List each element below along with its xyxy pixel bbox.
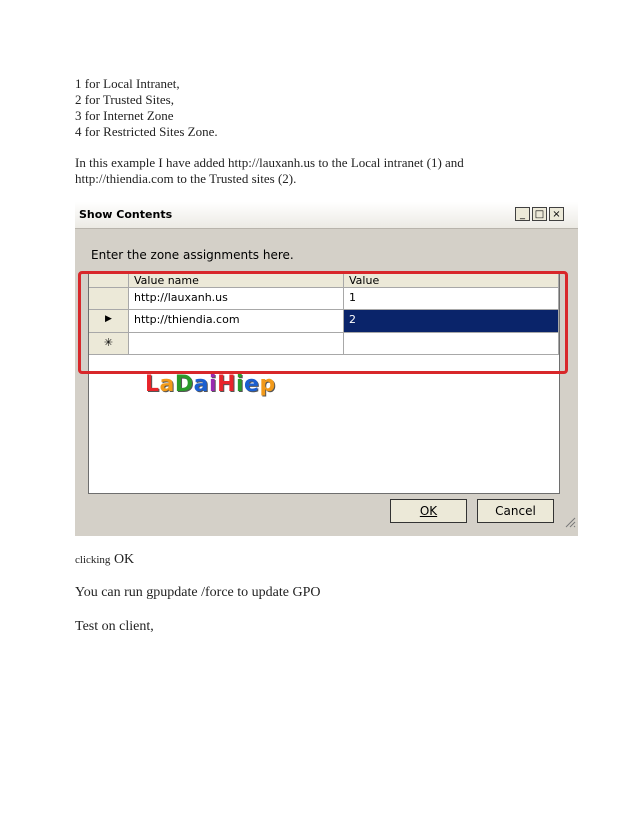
show-contents-screenshot [75, 202, 578, 536]
zone-line-4: 4 for Restricted Sites Zone. [75, 124, 218, 139]
value-name-cell[interactable]: http://thiendia.com [129, 310, 344, 333]
dialog-prompt: Enter the zone assignments here. [91, 248, 294, 262]
resize-grip-icon[interactable] [564, 516, 576, 528]
logo-letter: i [209, 372, 218, 397]
dialog-titlebar [75, 202, 578, 229]
gpupdate-line: You can run gpupdate /force to update GPO [75, 585, 321, 600]
ladaihiep-watermark-logo [145, 372, 276, 397]
cancel-button[interactable] [477, 499, 554, 523]
logo-letter: D [174, 372, 194, 397]
example-line-2: http://thiendia.com to the Trusted sites (2). [75, 171, 297, 186]
minimize-button[interactable]: _ [515, 207, 530, 221]
ok-label: OK [419, 504, 438, 518]
value-name-cell[interactable]: http://lauxanh.us [129, 288, 344, 310]
column-header-value[interactable]: Value [344, 274, 559, 288]
ok-button[interactable] [390, 499, 467, 523]
value-cell[interactable]: 1 [344, 288, 559, 310]
example-line-1: In this example I have added http://lauxanh.us to the Local intranet (1) and [75, 155, 464, 170]
cancel-label: Cancel [495, 504, 536, 518]
clicking-text: clicking [75, 554, 111, 566]
zone-line-2: 2 for Trusted Sites, [75, 92, 174, 107]
logo-letter: L [145, 372, 160, 397]
close-button[interactable]: × [549, 207, 564, 221]
clicking-ok-text: OK [113, 552, 135, 567]
value-cell-selected[interactable]: 2 [344, 310, 559, 333]
column-header-value-name[interactable]: Value name [129, 274, 344, 288]
clicking-line [75, 552, 134, 568]
logo-letter: i [235, 372, 245, 397]
new-row-selector[interactable]: ✳ [89, 333, 129, 355]
zone-line-1: 1 for Local Intranet, [75, 76, 180, 91]
logo-letter: e [244, 372, 260, 397]
logo-letter: a [159, 372, 175, 397]
logo-letter: H [217, 372, 236, 397]
logo-letter: p [259, 372, 276, 397]
maximize-button[interactable]: □ [532, 207, 547, 221]
dialog-title: Show Contents [79, 208, 173, 221]
zone-line-3: 3 for Internet Zone [75, 108, 174, 123]
test-line: Test on client, [75, 619, 154, 634]
row-selector-current[interactable]: ▶ [89, 310, 129, 333]
highlight-box [78, 271, 568, 374]
logo-letter: a [193, 372, 210, 397]
